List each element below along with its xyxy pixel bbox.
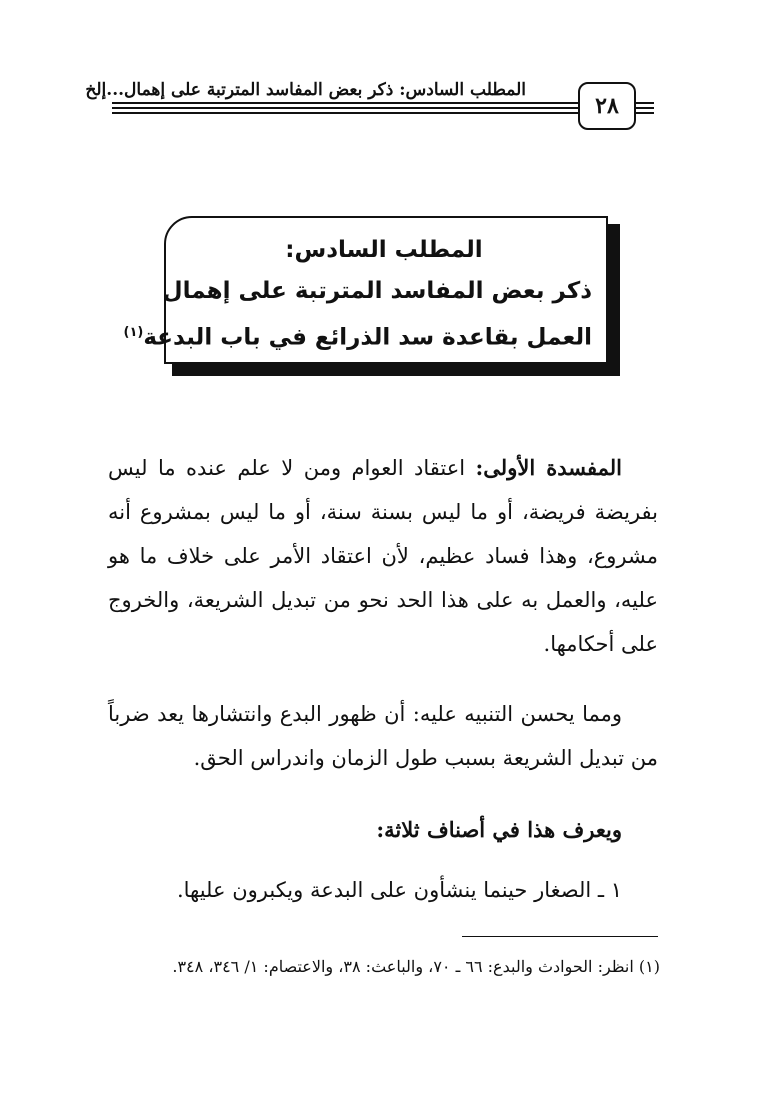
- list-item-1-text: ١ ـ الصغار حينما ينشأون على البدعة ويكبرون عليها.: [176, 878, 622, 902]
- header-rule-top: [112, 102, 654, 104]
- footnote-separator: [462, 936, 658, 937]
- header-rule-bottom: [112, 112, 654, 114]
- page-number: ٢٨: [578, 82, 636, 130]
- footnote-reference: (١): [123, 325, 144, 340]
- paragraph-note: [108, 692, 658, 780]
- categories-heading-text: ويعرف هذا في أصناف ثلاثة:: [376, 817, 622, 842]
- running-header-title: المطلب السادس: ذكر بعض المفاسد المترتبة على إهمال...إلخ: [85, 80, 526, 100]
- header-rule-middle: [112, 107, 654, 109]
- section-title-box: [123, 216, 608, 364]
- paragraph-lead: المفسدة الأولى:: [475, 455, 622, 480]
- section-title-line-3: [123, 312, 592, 359]
- paragraph-note-text: ومما يحسن التنبيه عليه: أن ظهور البدع وانتشارها يعد ضرباً من تبديل الشريعة بسبب طول الزمان واندراس الحق.: [108, 702, 658, 770]
- paragraph-first-harm: [108, 446, 658, 666]
- footnote: (١) انظر: الحوادث والبدع: ٦٦ ـ ٧٠، والباعث: ٣٨، والاعتصام: ١/ ٣٤٦، ٣٤٨.: [172, 957, 660, 976]
- section-title-line-3-text: العمل بقاعدة سد الذرائع في باب البدعة: [143, 324, 592, 351]
- section-title-line-2: ذكر بعض المفاسد المترتبة على إهمال: [162, 278, 592, 304]
- list-item-1: [108, 868, 658, 912]
- paragraph-categories-heading: [108, 808, 658, 852]
- paragraph-text: اعتقاد العوام ومن لا علم عنده ما ليس بفريضة فريضة، أو ما ليس بسنة سنة، أو ما ليس بمشروع أنه مشروع، وهذا فساد عظيم، لأن اعتقاد الأمر على خلاف ما هو عليه، والعمل به على هذا الحد نحو من تبديل الشريعة، والخروج على أحكامها.: [108, 456, 658, 656]
- section-title-line-1: المطلب السادس:: [285, 237, 483, 263]
